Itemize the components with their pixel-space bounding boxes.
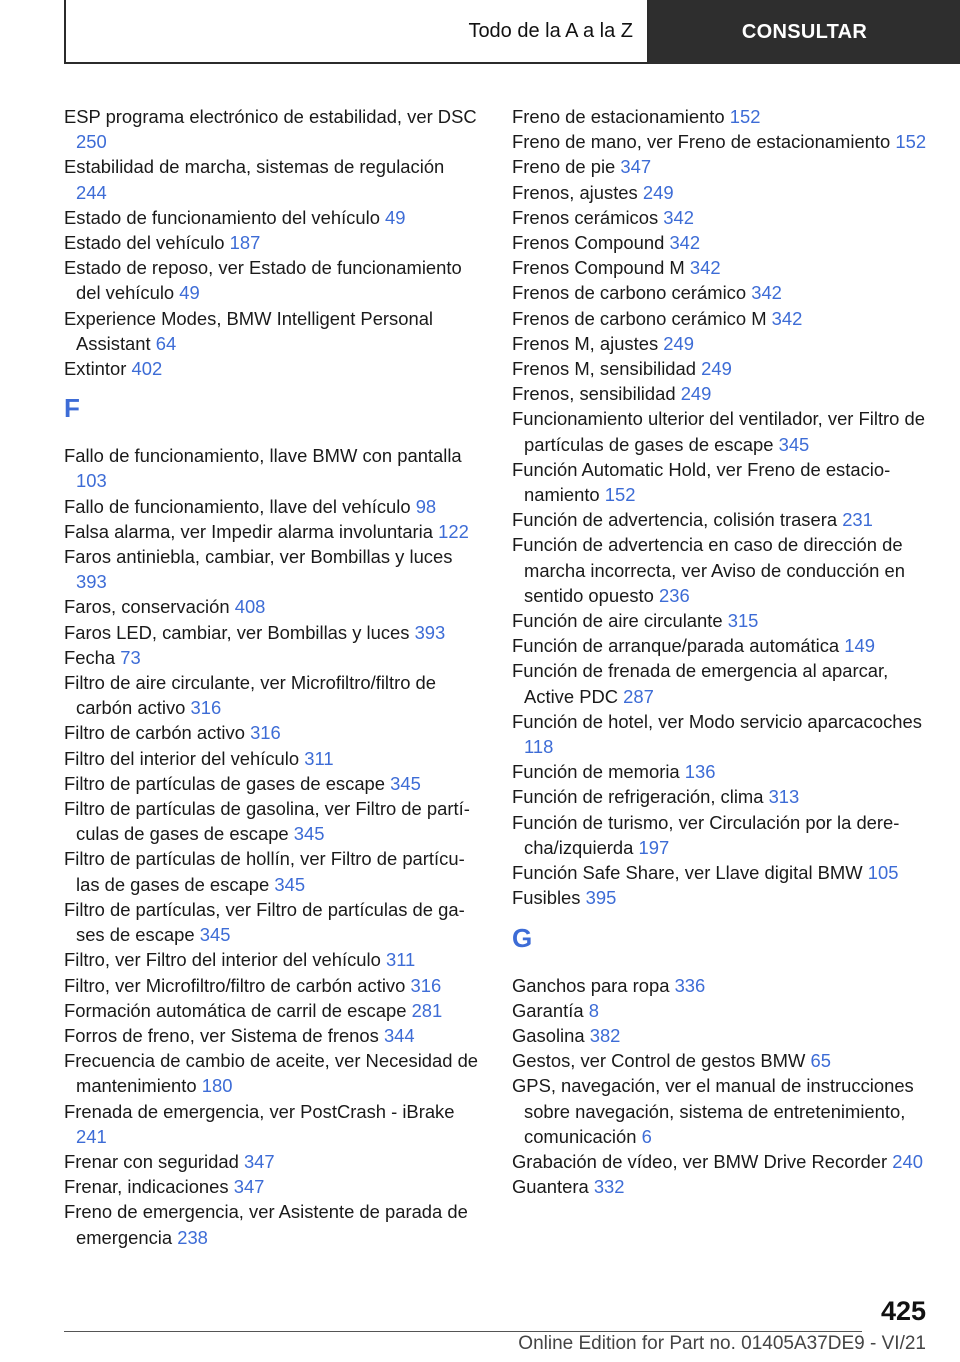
index-entry [64,746,479,771]
index-entry-text: Función de arranque/parada automática [512,635,840,657]
index-entry [64,670,479,720]
index-entry-text: Gasolina [512,1024,585,1046]
page-reference-link[interactable]: 244 [76,181,107,203]
page-reference-link[interactable]: 250 [76,131,107,153]
page-reference-link[interactable]: 122 [438,520,469,542]
index-entry-text: Filtro de partículas de hollín, ver Filtro de partículas de gases de escape [64,848,465,895]
page-reference-link[interactable]: 345 [199,924,231,946]
page-reference-link[interactable]: 402 [131,358,163,380]
page-reference-link[interactable]: 382 [589,1024,621,1046]
index-entry-text: Experience Modes, BMW Intelligent Personal Assistant [64,307,434,354]
page-reference-link[interactable]: 332 [593,1176,625,1198]
index-column-right [512,104,930,1199]
page-reference-link[interactable]: 342 [751,282,782,304]
index-entry [512,457,930,507]
index-entry-text: Filtro de carbón activo [64,722,245,744]
index-entry-text: Gestos, ver Control de gestos BMW [512,1050,806,1072]
index-entry-text: Frenada de emergencia, ver PostCrash - iBrake [64,1100,455,1122]
index-entry [512,381,930,406]
section-tab: Todo de la A a la Z [64,0,649,64]
index-entry [64,519,479,544]
index-entry-text: Frenos de carbono cerámico M [512,307,767,329]
page-reference-link[interactable]: 336 [674,974,706,996]
index-entry [512,608,930,633]
index-entry-text: Frenar, indicaciones [64,1176,229,1198]
index-entry-text: Filtro del interior del vehículo [64,747,300,769]
index-entry [512,104,930,129]
page-header [64,0,960,64]
page-reference-link[interactable]: 149 [844,635,875,657]
page-reference-link[interactable]: 316 [250,722,281,744]
index-entry-text: Fusibles [512,887,581,909]
index-entry-text: Funcionamiento ulterior del ventilador, ver Filtro de partículas de gases de escape [512,408,925,455]
edition-footer: Online Edition for Part no. 01405A37DE9 - VI/21 [518,1333,926,1354]
index-entry-text: Función de advertencia, colisión trasera [512,509,838,531]
page-reference-link[interactable]: 393 [76,571,107,593]
index-entry [64,620,479,645]
page-reference-link[interactable]: 287 [623,685,654,707]
index-entry [512,180,930,205]
index-entry-text: Estabilidad de marcha, sistemas de regulación [64,156,445,178]
index-entry-text: Freno de estacionamiento [512,106,725,127]
index-entry [64,154,479,204]
index-entry [64,1149,479,1174]
page-reference-link[interactable]: 187 [229,232,261,254]
index-entry [64,255,479,305]
index-entry [64,494,479,519]
page-reference-link[interactable]: 49 [179,282,200,304]
index-entry [64,973,479,998]
index-entry [64,594,479,619]
page-reference-link[interactable]: 342 [771,307,803,329]
page-reference-link[interactable]: 249 [663,332,694,354]
index-entry-text: GPS, navegación, ver el manual de instrucciones sobre navegación, sistema de entretenimiento, comunicación [512,1075,914,1147]
index-entry [512,973,930,998]
index-entry-text: Frenos M, sensibilidad [512,358,696,380]
index-entry [512,129,930,154]
index-entry [512,1073,930,1149]
index-entry-text: Frenos Compound [512,232,665,254]
page-reference-link[interactable]: 49 [385,206,406,228]
index-entry-text: Función Automatic Hold, ver Freno de estacionamiento [512,458,891,506]
page-reference-link[interactable]: 249 [680,383,712,405]
page-number: 425 [880,1296,926,1326]
index-entry [512,860,930,885]
page-reference-link[interactable]: 103 [76,470,107,492]
index-entry-text: Faros antiniebla, cambiar, ver Bombillas y luces [64,546,453,568]
index-entry [512,998,930,1023]
index-entry [512,885,930,910]
page-reference-link[interactable]: 8 [588,999,599,1021]
index-entry [64,796,479,846]
index-entry-text: Filtro de partículas de gases de escape [64,772,386,794]
index-letter-heading: F [64,393,80,424]
page-reference-link[interactable]: 313 [768,786,800,808]
page-reference-link[interactable]: 136 [684,761,716,783]
index-entry [512,205,930,230]
index-letter-heading: G [512,922,533,953]
index-entry-text: Formación automática de carril de escape [64,999,407,1021]
index-entry-text: Función Safe Share, ver Llave digital BMW [512,862,863,884]
index-entry [512,1048,930,1073]
index-entry-text: Freno de pie [512,156,616,178]
index-entry [64,846,479,896]
page-reference-link[interactable]: 311 [385,949,416,971]
page-reference-link[interactable]: 240 [892,1150,923,1172]
index-entry [64,897,479,947]
page-reference-link[interactable]: 345 [778,433,810,455]
index-entry [512,154,930,179]
index-entry-text: Extintor [64,358,127,380]
index-entry-text: Filtro de partículas de gasolina, ver Filtro de partículas de gases de escape [64,798,470,845]
index-entry [512,759,930,784]
index-entry [512,784,930,809]
index-entry [512,709,930,759]
page-reference-link[interactable]: 311 [304,747,334,769]
index-entry-text: Guantera [512,1176,589,1198]
page-reference-link[interactable]: 180 [201,1075,233,1097]
page-reference-link[interactable]: 241 [76,1125,107,1147]
index-entry-text: Fallo de funcionamiento, llave del vehículo [64,495,411,517]
page-reference-link[interactable]: 6 [641,1125,652,1147]
page-reference-link[interactable]: 152 [895,131,927,153]
index-entry-text: Función de hotel, ver Modo servicio aparcacoches [512,710,922,732]
index-entry [64,645,479,670]
index-entry-text: Estado del vehículo [64,232,225,254]
index-entry [64,1174,479,1199]
page-reference-link[interactable]: 342 [669,232,701,254]
index-entry-text: Grabación de vídeo, ver BMW Drive Recorder [512,1150,888,1172]
page-reference-link[interactable]: 345 [390,772,421,794]
index-entry-text: Falsa alarma, ver Impedir alarma involuntaria [64,520,433,542]
index-entry [64,544,479,594]
index-entry-text: Filtro, ver Filtro del interior del vehículo [64,949,381,971]
index-entry [512,406,930,456]
index-entry [64,720,479,745]
index-entry-text: Estado de reposo, ver Estado de funcionamiento del vehículo [64,257,462,304]
page-reference-link[interactable]: 342 [689,257,721,279]
index-entry [64,230,479,255]
index-entry-text: Frenos cerámicos [512,206,659,228]
index-entry-text: Función de turismo, ver Circulación por la derecha/izquierda [512,811,900,858]
index-entry [512,306,930,331]
index-entry [64,443,479,493]
index-entry-text: Freno de emergencia, ver Asistente de parada de emergencia [64,1201,468,1248]
index-entry [64,1048,479,1098]
index-entry-text: ESP programa electrónico de estabilidad, ver DSC [64,106,477,127]
index-entry [64,205,479,230]
page-reference-link[interactable]: 344 [383,1024,415,1046]
index-entry [64,947,479,972]
index-entry-text: Faros, conservación [64,596,230,618]
page-reference-link[interactable]: 98 [415,495,437,517]
page-reference-link[interactable]: 236 [658,584,690,606]
page-reference-link[interactable]: 249 [642,181,674,203]
page-reference-link[interactable]: 105 [867,862,899,884]
index-entry-text: Frecuencia de cambio de aceite, ver Necesidad de mantenimiento [64,1050,479,1097]
page-reference-link[interactable]: 347 [620,156,652,178]
index-column-left [64,104,479,1250]
page-reference-link[interactable]: 347 [233,1176,265,1198]
index-entry [512,280,930,305]
index-entry [64,1023,479,1048]
index-entry-text: Filtro de aire circulante, ver Microfiltro/filtro de carbón activo [64,672,437,719]
index-entry-text: Faros LED, cambiar, ver Bombillas y luces [64,621,410,643]
page-reference-link[interactable]: 281 [411,999,443,1021]
index-entry [512,633,930,658]
page-reference-link[interactable]: 316 [410,974,442,996]
index-entry [64,306,479,356]
page-reference-link[interactable]: 347 [243,1150,275,1172]
page-reference-link[interactable]: 152 [604,484,636,506]
index-entry [512,810,930,860]
page-reference-link[interactable]: 238 [177,1226,208,1248]
page-reference-link[interactable]: 408 [234,596,266,618]
page-reference-link[interactable]: 315 [727,610,759,632]
index-entry [512,255,930,280]
page-reference-link[interactable]: 197 [638,836,670,858]
index-entry-text: Filtro de partículas, ver Filtro de partículas de gases de escape [64,898,465,946]
index-entry-text: Forros de freno, ver Sistema de frenos [64,1024,379,1046]
footer-divider [64,1331,862,1332]
index-entry [512,532,930,608]
index-entry [512,1149,930,1174]
index-entry-text: Función de memoria [512,761,680,783]
index-entry-text: Función de frenada de emergencia al aparcar, Active PDC [512,660,889,707]
index-entry [512,507,930,532]
index-entry [64,771,479,796]
page-reference-link[interactable]: 65 [810,1050,831,1072]
page-reference-link[interactable]: 73 [120,646,141,668]
page-reference-link[interactable]: 393 [414,621,446,643]
index-entry [64,1099,479,1149]
index-entry-text: Garantía [512,999,584,1021]
index-entry [64,356,479,381]
index-entry-text: Función de advertencia en caso de dirección de marcha incorrecta, ver Aviso de conducción en sentido opuesto [512,534,905,606]
index-entry-text: Función de aire circulante [512,610,723,632]
index-entry-text: Estado de funcionamiento del vehículo [64,206,380,228]
index-entry-text: Frenos Compound M [512,257,685,279]
index-entry [64,998,479,1023]
index-entry [512,1023,930,1048]
page-reference-link[interactable]: 152 [729,106,761,127]
page-reference-link[interactable]: 118 [524,736,554,758]
index-entry-text: Fallo de funcionamiento, llave BMW con pantalla [64,445,462,467]
index-entry-text: Frenos, sensibilidad [512,383,676,405]
page-reference-link[interactable]: 316 [190,697,222,719]
page-reference-link[interactable]: 395 [585,887,617,909]
page-reference-link[interactable]: 345 [293,823,325,845]
index-entry [512,230,930,255]
index-entry-text: Frenos, ajustes [512,181,638,203]
index-entry-text: Función de refrigeración, clima [512,786,764,808]
index-entry-text: Frenar con seguridad [64,1150,239,1172]
page-reference-link[interactable]: 249 [701,358,732,380]
chapter-tab: CONSULTAR [649,0,960,64]
index-entry-text: Filtro, ver Microfiltro/filtro de carbón activo [64,974,406,996]
index-entry-text: Frenos de carbono cerámico [512,282,747,304]
index-entry [512,356,930,381]
index-entry-text: Frenos M, ajustes [512,332,659,354]
index-entry-text: Fecha [64,646,116,668]
page-reference-link[interactable]: 342 [663,206,694,228]
index-entry [512,331,930,356]
index-entry [64,104,479,154]
index-entry [64,1199,479,1249]
index-entry-text: Ganchos para ropa [512,974,670,996]
page-reference-link[interactable]: 231 [842,509,873,531]
page-reference-link[interactable]: 345 [274,873,306,895]
page-reference-link[interactable]: 64 [155,332,177,354]
index-entry [512,1174,930,1199]
index-entry [512,658,930,708]
index-entry-text: Freno de mano, ver Freno de estacionamiento [512,131,891,153]
